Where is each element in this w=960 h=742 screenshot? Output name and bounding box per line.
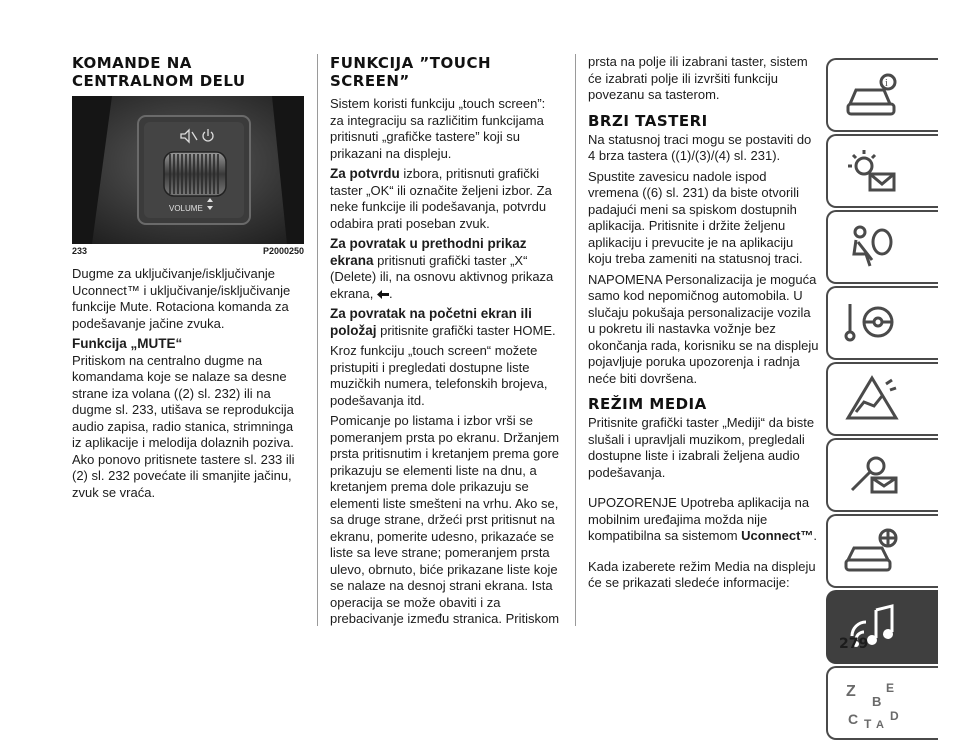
paragraph-note: NAPOMENA Personalizacija je moguća samo kod nepomičnog automobila. U slučaju pokušaja personalizacije vozila u pokretu ili nastavka vožnje bez okončanja rada, korisniku se na displeju pojavljuje poruka upozorenja i radnja neće biti dovršena. [588,271,819,386]
heading-line-1: KOMANDE NA [72,54,192,72]
paragraph-home [330,306,562,339]
index-letter-d: D [890,709,899,723]
driving-steering-icon [842,296,902,354]
figure-caption [72,246,304,256]
index-letter-z: Z [846,683,856,700]
maintenance-icon [842,448,902,506]
tab-maintenance[interactable] [826,438,938,512]
tab-car-info[interactable] [826,58,938,132]
column-separator-2 [575,54,576,626]
tab-safety[interactable] [826,210,938,284]
tab-driving[interactable] [826,286,938,360]
section-heading-central-controls [72,54,304,90]
paragraph-media-2: Kada izaberete režim Media na displeju će se prikazati sledeće informacije: [588,558,816,590]
subheading-mute: Funkcija „MUTE“ [72,336,183,351]
safety-airbag-icon [842,220,902,278]
paragraph-mute: Pritiskom na centralno dugme na komandama koje se nalaze sa desne strane iza volana ((2) sl. 232) ili na dugme sl. 233, utišava se reprodukcija audio zapisa, radio stanica, strimninga iz aplikacije i melodija dolaznih poziva. Ako ponovo pritisnete tastere sl. 233 ili (2) sl. 232 povećate ili smanjite jačinu, zvuk se vraća. [72,352,295,500]
tab-multimedia[interactable] [826,590,938,664]
index-icon [842,676,912,734]
svg-text:i: i [885,78,888,89]
home-label: Za povratak na početni ekran ili položaj [330,306,532,338]
section-heading-media-mode: REŽIM MEDIA [588,395,707,413]
paragraph-scroll: Pomicanje po listama i izbor vrši se pomeranjem prsta po ekranu. Držanjem prsta pritisnutim i kretanjem prema gore prikazuju se elementi liste na dnu, a kretanjem prema dole prikazuju se elementi liste smešteni na vrhu. Ako se, sa druge strane, držeći prst pritisnut na ekranu, pomerite udesno, prikazaće se liste sa leve strane; pomeranjem prsta ulevo, obrnuto, biće prikazane liste koje se nalaze na desnoj strani ekrana. Ista operacija se može obaviti i za prebacivanje između stranica. Pritiskom [330,413,560,626]
column-separator-1 [317,54,318,626]
index-letter-c: C [848,711,859,727]
index-letter-t: T [864,717,872,731]
paragraph-media-1: Pritisnite grafički taster „Mediji“ da biste slušali i upravljali muzikom, pregledali dostupne liste i izabrali željena audio podešavanja. [588,415,815,480]
section-heading-touch-screen [330,54,562,90]
paragraph-quick-keys-2: Spustite zavesicu nadole ispod vremena ((6) sl. 231) da biste otvorili padajući meni sa spiskom dostupnih aplikacija. Pritisnite i držite željenu aplikaciju i prevucite je na aplikaciju koju treba zameniti na statusnoj traci. [588,168,803,266]
back-text: pritisnuti grafički taster „X“ (Delete) ili, na osnovu aktivnog prikaza ekrana, [330,252,554,301]
index-letter-e: E [886,681,895,695]
warning-text: UPOZORENJE Upotreba aplikacija na mobilnim uređajima možda nije kompatibilna sa sistemom [588,495,810,543]
paragraph-quick-keys-1: Na statusnoj traci mogu se postaviti do 4 brza tastera ((1)/(3)/(4) sl. 231). [588,131,812,163]
warning-end: . [813,528,818,543]
figure-code: P2000250 [262,246,304,256]
tab-warning-lights[interactable] [826,134,938,208]
warning-lights-icon [842,144,902,202]
heading-line-1: FUNKCIJA ”TOUCH [330,54,492,72]
specs-icon [842,524,902,582]
warning-brand: Uconnect™ [741,528,814,543]
back-arrow-icon [377,290,389,299]
paragraph-touch-intro: Sistem koristi funkciju „touch screen”: za integraciju sa različitim funkcijama pritisnuti „grafičke tastere” koji su prikazani na displeju. [330,96,546,161]
paragraph-warning [588,495,820,545]
column-1 [72,54,304,505]
volume-knob-photo [72,96,304,244]
tab-specs[interactable] [826,514,938,588]
index-letter-a: A [876,719,884,731]
paragraph-browse: Kroz funkciju „touch screen“ možete pristupiti i pregledati dostupne liste muzičkih numera, telefonskih brojeva, podešavanja itd. [330,343,548,408]
heading-line-2: SCREEN” [330,72,410,90]
paragraph-continued: prsta na polje ili izabrani taster, sistem će izabrati polje ili izvršiti funkciju povezanu sa tasterom. [588,54,808,102]
confirm-label: Za potvrdu [330,166,400,181]
paragraph-on-off: Dugme za uključivanje/isključivanje Uconnect™ i uključivanje/isključivanje funkcije Mute. Rotaciona komanda za podešavanje jačine zvuka. [72,266,291,331]
back-label: Za povratak u prethodni prikaz ekrana [330,236,527,268]
paragraph-confirm [330,166,562,232]
tab-emergency[interactable] [826,362,938,436]
heading-line-2: CENTRALNOM DELU [72,72,246,90]
page-number: 279 [839,636,869,652]
volume-label: VOLUME [169,204,203,213]
section-heading-quick-keys: BRZI TASTERI [588,111,708,130]
column-3 [588,54,820,596]
home-text: pritisnite grafički taster HOME. [376,322,556,338]
tab-index[interactable] [826,666,938,740]
confirm-text: izbora, pritisnuti grafički taster „OK“ ili označite željeni izbor. Za neke funkcije ili podešavanja, potvrdu odabira prati poseban zvuk. [330,166,552,231]
column-2 [330,54,562,632]
figure-number: 233 [72,246,88,256]
paragraph-back: Za povratak u prethodni prikaz ekrana pritisnuti grafički taster „X“ (Delete) ili, na osnovu aktivnog prikaza ekrana, . [330,236,554,301]
index-letter-b: B [872,694,882,709]
volume-knob-illustration [72,96,304,244]
emergency-icon [842,372,902,430]
car-info-icon [842,68,902,126]
